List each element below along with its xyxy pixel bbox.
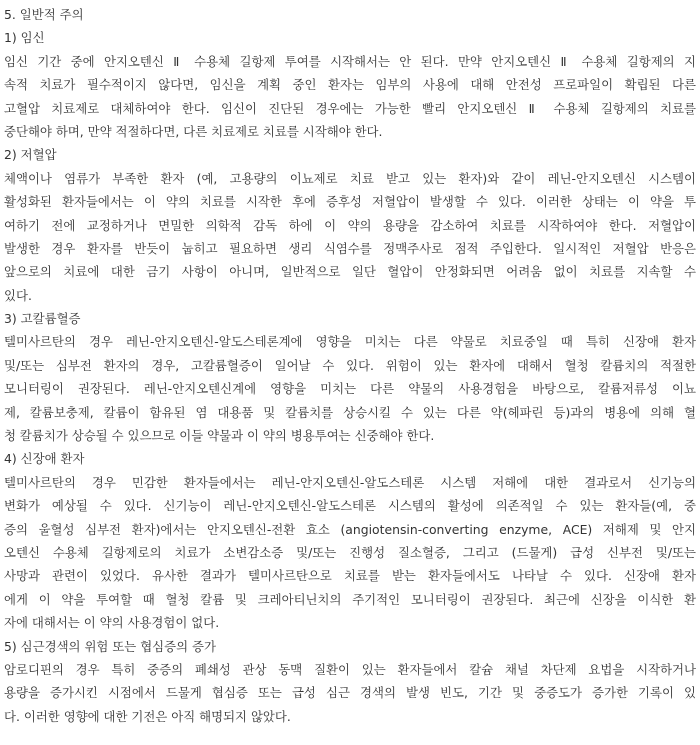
paragraph-line: 텔미사르탄의 경우 민감한 환자들에서는 레닌-안지오텐신-알도스테론 시스템 저해에 대한 결과로서 신기능의: [4, 474, 696, 490]
section-heading: 1) 임신: [4, 30, 45, 46]
paragraph-line: 있다.: [4, 287, 32, 303]
sections-container: [4, 26, 696, 728]
paragraph-line: 에게 이 약을 투여할 때 혈청 칼륨 및 크레아티닌치의 주기적인 모니터링이 권장된다. 최근에 신장을 이식한 환: [4, 591, 696, 607]
paragraph-line: 청 칼륨치가 상승될 수 있으므로 이들 약물과 이 약의 병용투여는 신중해야 한다.: [4, 428, 435, 444]
paragraph-line: 용량을 증가시킨 시점에서 드물게 협심증 또는 급성 심근 경색의 발생 빈도, 기간 및 중증도가 증가한 기록이 있: [4, 685, 696, 701]
section-heading: 4) 신장애 환자: [4, 451, 85, 467]
paragraph-line: 제, 칼륨보충제, 칼륨이 함유된 염 대용품 및 칼륨치를 상승시킬 수 있는 다른 약(헤파린 등)과의 병용에 의해 혈: [4, 404, 696, 420]
document-title: 5. 일반적 주의: [4, 7, 84, 22]
paragraph-line: 체액이나 염류가 부족한 환자 (예, 고용량의 이뇨제로 치료 받고 있는 환자)와 같이 레닌-안지오텐신 시스템이: [4, 170, 696, 186]
paragraph-line: 및/또는 심부전 환자의 경우, 고칼륨혈증이 일어날 수 있다. 위험이 있는 환자에 대해서 혈청 칼륨치의 적절한: [4, 357, 696, 373]
paragraph-line: 임신 기간 중에 안지오텐신 Ⅱ 수용체 길항제 투여를 시작해서는 안 된다. 만약 안지오텐신 Ⅱ 수용체 길항제의 지: [4, 53, 696, 69]
paragraph-line: 활성화된 환자들에서는 이 약의 치료를 시작한 후에 증후성 저혈압이 발생할 수 있다. 이러한 상태는 이 약을 투: [4, 194, 696, 210]
paragraph-line: 모니터링이 권장된다. 레닌-안지오텐신계에 영향을 미치는 다른 약물의 사용경험을 바탕으로, 칼륨저류성 이뇨: [4, 381, 696, 397]
paragraph-line: 속적 치료가 필수적이지 않다면, 임신을 계획 중인 환자는 임부의 사용에 대해 안전성 프로파일이 확립된 다른: [4, 77, 696, 93]
paragraph-line: 고혈압 치료제로 대체하여야 한다. 임신이 진단된 경우에는 가능한 빨리 안지오텐신 Ⅱ 수용체 길항제의 치료를: [4, 100, 696, 116]
paragraph-line: 여하기 전에 교정하거나 면밀한 의학적 감독 하에 이 약의 용량을 감소하여 치료를 시작하여야 한다. 저혈압이: [4, 217, 696, 233]
paragraph-line: 텔미사르탄의 경우 레닌-안지오텐신-알도스테론계에 영향을 미치는 다른 약물로 치료중일 때 특히 신장애 환자: [4, 334, 696, 350]
paragraph-line: 다. 이러한 영향에 대한 기전은 아직 해명되지 않았다.: [4, 708, 291, 724]
paragraph-line: 앞으로의 치료에 대한 금기 사항이 아니며, 일반적으로 일단 혈압이 안정화되면 어려움 없이 치료를 지속할 수: [4, 264, 696, 280]
section-heading: 3) 고칼륨혈증: [4, 311, 81, 327]
section-heading: 5) 심근경색의 위험 또는 협심증의 증가: [4, 638, 216, 654]
paragraph-line: 발생한 경우 환자를 반듯이 눕히고 필요하면 생리 식염수를 정맥주사로 점적 주입한다. 일시적인 저혈압 반응은: [4, 240, 696, 256]
paragraph-line: 오텐신 수용체 길항제로의 치료가 소변감소증 및/또는 진행성 질소혈증, 그리고 (드물게) 급성 신부전 및/또는: [4, 544, 696, 560]
paragraph-line: 증의 울혈성 심부전 환자)에서는 안지오텐신-전환 효소 (angiotensin-converting enzyme, ACE) 저해제 및 안지: [4, 521, 696, 537]
paragraph-line: 중단해야 하며, 만약 적절하다면, 다른 치료제로 치료를 시작해야 한다.: [4, 123, 383, 139]
paragraph-line: 변화가 예상될 수 있다. 신기능이 레닌-안지오텐신-알도스테론 시스템의 활성에 의존적일 수 있는 환자들(예, 중: [4, 498, 696, 514]
section-heading: 2) 저혈압: [4, 147, 57, 163]
paragraph-line: 사망과 관련이 있었다. 유사한 결과가 텔미사르탄으로 치료를 받는 환자들에서도 나타날 수 있다. 신장애 환자: [4, 568, 696, 584]
paragraph-line: 자에 대해서는 이 약의 사용경험이 없다.: [4, 615, 220, 631]
paragraph-line: 암로디핀의 경우 특히 중증의 폐쇄성 관상 동맥 질환이 있는 환자들에서 칼슘 채널 차단제 요법을 시작하거나: [4, 661, 696, 677]
